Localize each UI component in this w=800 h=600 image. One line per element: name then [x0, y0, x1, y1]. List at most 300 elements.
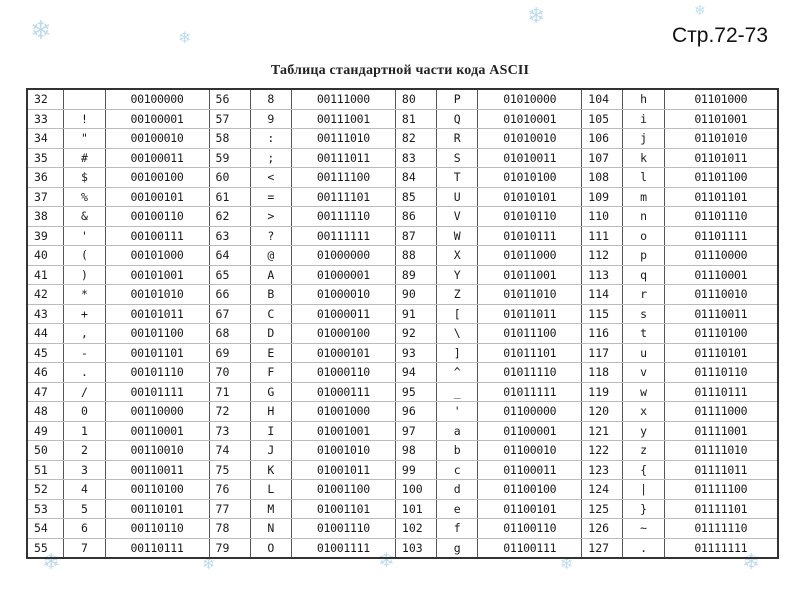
character-cell: #	[64, 148, 105, 168]
character-cell: q	[623, 265, 664, 285]
character-cell: J	[250, 441, 291, 461]
decimal-code-cell: 59	[209, 148, 250, 168]
binary-code-cell: 01100101	[478, 499, 582, 519]
decimal-code-cell: 84	[395, 168, 436, 188]
binary-code-cell: 01000001	[291, 265, 395, 285]
decimal-code-cell: 82	[395, 129, 436, 149]
decimal-code-cell: 49	[27, 421, 64, 441]
decimal-code-cell: 87	[395, 226, 436, 246]
decimal-code-cell: 79	[209, 538, 250, 558]
character-cell: k	[623, 148, 664, 168]
snowflake-icon: ❄	[30, 16, 52, 46]
binary-code-cell: 01110111	[664, 382, 778, 402]
table-row	[27, 207, 778, 227]
binary-code-cell: 01001111	[291, 538, 395, 558]
table-row	[27, 363, 778, 383]
binary-code-cell: 01110110	[664, 363, 778, 383]
character-cell: z	[623, 441, 664, 461]
binary-code-cell: 00110111	[105, 538, 209, 558]
character-cell: H	[250, 402, 291, 422]
decimal-code-cell: 71	[209, 382, 250, 402]
character-cell: 7	[64, 538, 105, 558]
table-row	[27, 480, 778, 500]
table-title: Таблица стандартной части кода ASCII	[270, 63, 530, 78]
character-cell: .	[623, 538, 664, 558]
binary-code-cell: 01000000	[291, 246, 395, 266]
binary-code-cell: 00101111	[105, 382, 209, 402]
decimal-code-cell: 41	[27, 265, 64, 285]
decimal-code-cell: 91	[395, 304, 436, 324]
decimal-code-cell: 80	[395, 89, 436, 109]
decimal-code-cell: 40	[27, 246, 64, 266]
decimal-code-cell: 103	[395, 538, 436, 558]
table-row	[27, 519, 778, 539]
decimal-code-cell: 33	[27, 109, 64, 129]
snowflake-icon: ❄	[378, 548, 395, 572]
decimal-code-cell: 75	[209, 460, 250, 480]
binary-code-cell: 00100000	[105, 89, 209, 109]
binary-code-cell: 00111011	[291, 148, 395, 168]
character-cell: I	[250, 421, 291, 441]
decimal-code-cell: 126	[582, 519, 623, 539]
character-cell: >	[250, 207, 291, 227]
decimal-code-cell: 85	[395, 187, 436, 207]
table-row	[27, 129, 778, 149]
decimal-code-cell: 111	[582, 226, 623, 246]
decimal-code-cell: 102	[395, 519, 436, 539]
character-cell: 5	[64, 499, 105, 519]
decimal-code-cell: 119	[582, 382, 623, 402]
character-cell: <	[250, 168, 291, 188]
character-cell: !	[64, 109, 105, 129]
character-cell: ]	[437, 343, 478, 363]
decimal-code-cell: 64	[209, 246, 250, 266]
decimal-code-cell: 117	[582, 343, 623, 363]
binary-code-cell: 01001001	[291, 421, 395, 441]
character-cell: w	[623, 382, 664, 402]
character-cell: a	[437, 421, 478, 441]
binary-code-cell: 00100010	[105, 129, 209, 149]
character-cell: g	[437, 538, 478, 558]
character-cell: G	[250, 382, 291, 402]
character-cell: e	[437, 499, 478, 519]
character-cell: r	[623, 285, 664, 305]
character-cell: s	[623, 304, 664, 324]
decimal-code-cell: 107	[582, 148, 623, 168]
decimal-code-cell: 113	[582, 265, 623, 285]
decimal-code-cell: 70	[209, 363, 250, 383]
binary-code-cell: 01000100	[291, 324, 395, 344]
binary-code-cell: 00111110	[291, 207, 395, 227]
binary-code-cell: 01000111	[291, 382, 395, 402]
binary-code-cell: 01010011	[478, 148, 582, 168]
character-cell: K	[250, 460, 291, 480]
table-row	[27, 499, 778, 519]
character-cell: F	[250, 363, 291, 383]
binary-code-cell: 01110010	[664, 285, 778, 305]
decimal-code-cell: 104	[582, 89, 623, 109]
decimal-code-cell: 112	[582, 246, 623, 266]
table-row	[27, 324, 778, 344]
decimal-code-cell: 121	[582, 421, 623, 441]
binary-code-cell: 01101110	[664, 207, 778, 227]
binary-code-cell: 01111000	[664, 402, 778, 422]
decimal-code-cell: 106	[582, 129, 623, 149]
decimal-code-cell: 98	[395, 441, 436, 461]
character-cell: m	[623, 187, 664, 207]
decimal-code-cell: 73	[209, 421, 250, 441]
character-cell: $	[64, 168, 105, 188]
decimal-code-cell: 109	[582, 187, 623, 207]
character-cell: x	[623, 402, 664, 422]
character-cell: h	[623, 89, 664, 109]
decimal-code-cell: 127	[582, 538, 623, 558]
decimal-code-cell: 125	[582, 499, 623, 519]
decimal-code-cell: 76	[209, 480, 250, 500]
decimal-code-cell: 57	[209, 109, 250, 129]
binary-code-cell: 00111000	[291, 89, 395, 109]
character-cell: .	[64, 363, 105, 383]
binary-code-cell: 00100110	[105, 207, 209, 227]
binary-code-cell: 01101101	[664, 187, 778, 207]
decimal-code-cell: 35	[27, 148, 64, 168]
character-cell: ,	[64, 324, 105, 344]
binary-code-cell: 00100011	[105, 148, 209, 168]
character-cell: +	[64, 304, 105, 324]
character-cell: p	[623, 246, 664, 266]
binary-code-cell: 00101001	[105, 265, 209, 285]
character-cell: Y	[437, 265, 478, 285]
character-cell: %	[64, 187, 105, 207]
decimal-code-cell: 56	[209, 89, 250, 109]
decimal-code-cell: 110	[582, 207, 623, 227]
decimal-code-cell: 65	[209, 265, 250, 285]
character-cell: i	[623, 109, 664, 129]
decimal-code-cell: 74	[209, 441, 250, 461]
character-cell: Q	[437, 109, 478, 129]
character-cell: 8	[250, 89, 291, 109]
decimal-code-cell: 88	[395, 246, 436, 266]
decimal-code-cell: 51	[27, 460, 64, 480]
character-cell: )	[64, 265, 105, 285]
decimal-code-cell: 108	[582, 168, 623, 188]
character-cell: ~	[623, 519, 664, 539]
decimal-code-cell: 124	[582, 480, 623, 500]
binary-code-cell: 01010111	[478, 226, 582, 246]
decimal-code-cell: 38	[27, 207, 64, 227]
decimal-code-cell: 55	[27, 538, 64, 558]
character-cell: ;	[250, 148, 291, 168]
decimal-code-cell: 118	[582, 363, 623, 383]
character-cell: '	[437, 402, 478, 422]
decimal-code-cell: 54	[27, 519, 64, 539]
decimal-code-cell: 36	[27, 168, 64, 188]
decimal-code-cell: 72	[209, 402, 250, 422]
binary-code-cell: 01111110	[664, 519, 778, 539]
snowflake-icon: ❄	[202, 554, 216, 573]
decimal-code-cell: 122	[582, 441, 623, 461]
character-cell: y	[623, 421, 664, 441]
binary-code-cell: 01001101	[291, 499, 395, 519]
binary-code-cell: 01000101	[291, 343, 395, 363]
decimal-code-cell: 67	[209, 304, 250, 324]
binary-code-cell: 01011001	[478, 265, 582, 285]
binary-code-cell: 00100001	[105, 109, 209, 129]
table-row	[27, 109, 778, 129]
binary-code-cell: 01010001	[478, 109, 582, 129]
character-cell: l	[623, 168, 664, 188]
character-cell: O	[250, 538, 291, 558]
decimal-code-cell: 92	[395, 324, 436, 344]
character-cell: 4	[64, 480, 105, 500]
binary-code-cell: 01110101	[664, 343, 778, 363]
binary-code-cell: 01101000	[664, 89, 778, 109]
decimal-code-cell: 53	[27, 499, 64, 519]
binary-code-cell: 01010010	[478, 129, 582, 149]
character-cell: D	[250, 324, 291, 344]
binary-code-cell: 00111101	[291, 187, 395, 207]
character-cell: W	[437, 226, 478, 246]
character-cell: -	[64, 343, 105, 363]
decimal-code-cell: 46	[27, 363, 64, 383]
binary-code-cell: 01110001	[664, 265, 778, 285]
decimal-code-cell: 43	[27, 304, 64, 324]
decimal-code-cell: 39	[27, 226, 64, 246]
binary-code-cell: 01101001	[664, 109, 778, 129]
binary-code-cell: 01101010	[664, 129, 778, 149]
decimal-code-cell: 95	[395, 382, 436, 402]
table-row	[27, 382, 778, 402]
binary-code-cell: 01000011	[291, 304, 395, 324]
character-cell: U	[437, 187, 478, 207]
character-cell: }	[623, 499, 664, 519]
decimal-code-cell: 97	[395, 421, 436, 441]
table-row	[27, 265, 778, 285]
decimal-code-cell: 78	[209, 519, 250, 539]
binary-code-cell: 01001011	[291, 460, 395, 480]
character-cell: u	[623, 343, 664, 363]
binary-code-cell: 00110100	[105, 480, 209, 500]
character-cell: _	[437, 382, 478, 402]
table-row	[27, 538, 778, 558]
character-cell: 2	[64, 441, 105, 461]
decimal-code-cell: 83	[395, 148, 436, 168]
snowflake-icon: ❄	[527, 4, 546, 29]
decimal-code-cell: 81	[395, 109, 436, 129]
decimal-code-cell: 123	[582, 460, 623, 480]
binary-code-cell: 00101110	[105, 363, 209, 383]
decimal-code-cell: 90	[395, 285, 436, 305]
table-row	[27, 246, 778, 266]
binary-code-cell: 01011100	[478, 324, 582, 344]
decimal-code-cell: 89	[395, 265, 436, 285]
character-cell: C	[250, 304, 291, 324]
binary-code-cell: 01101111	[664, 226, 778, 246]
decimal-code-cell: 63	[209, 226, 250, 246]
ascii-table	[26, 88, 779, 559]
binary-code-cell: 01110011	[664, 304, 778, 324]
binary-code-cell: 00111111	[291, 226, 395, 246]
table-row	[27, 168, 778, 188]
binary-code-cell: 01011110	[478, 363, 582, 383]
binary-code-cell: 00101101	[105, 343, 209, 363]
binary-code-cell: 00100101	[105, 187, 209, 207]
ascii-table-body	[27, 89, 778, 558]
decimal-code-cell: 77	[209, 499, 250, 519]
decimal-code-cell: 44	[27, 324, 64, 344]
binary-code-cell: 01100000	[478, 402, 582, 422]
binary-code-cell: 01111111	[664, 538, 778, 558]
character-cell: 9	[250, 109, 291, 129]
table-row	[27, 343, 778, 363]
decimal-code-cell: 93	[395, 343, 436, 363]
character-cell: 1	[64, 421, 105, 441]
character-cell: c	[437, 460, 478, 480]
page-reference: Стр.72-73	[672, 24, 769, 47]
character-cell: '	[64, 226, 105, 246]
character-cell: /	[64, 382, 105, 402]
snowflake-icon: ❄	[694, 3, 706, 19]
decimal-code-cell: 94	[395, 363, 436, 383]
table-row	[27, 285, 778, 305]
decimal-code-cell: 52	[27, 480, 64, 500]
binary-code-cell: 01101100	[664, 168, 778, 188]
character-cell: V	[437, 207, 478, 227]
character-cell: {	[623, 460, 664, 480]
binary-code-cell: 01101011	[664, 148, 778, 168]
decimal-code-cell: 116	[582, 324, 623, 344]
character-cell: R	[437, 129, 478, 149]
decimal-code-cell: 101	[395, 499, 436, 519]
decimal-code-cell: 69	[209, 343, 250, 363]
character-cell: E	[250, 343, 291, 363]
binary-code-cell: 01011111	[478, 382, 582, 402]
decimal-code-cell: 48	[27, 402, 64, 422]
decimal-code-cell: 50	[27, 441, 64, 461]
character-cell: v	[623, 363, 664, 383]
table-row	[27, 304, 778, 324]
binary-code-cell: 01100111	[478, 538, 582, 558]
character-cell: T	[437, 168, 478, 188]
binary-code-cell: 00101010	[105, 285, 209, 305]
decimal-code-cell: 42	[27, 285, 64, 305]
binary-code-cell: 01011011	[478, 304, 582, 324]
character-cell: M	[250, 499, 291, 519]
binary-code-cell: 00101000	[105, 246, 209, 266]
decimal-code-cell: 62	[209, 207, 250, 227]
table-row	[27, 441, 778, 461]
character-cell: N	[250, 519, 291, 539]
binary-code-cell: 01111101	[664, 499, 778, 519]
character-cell: @	[250, 246, 291, 266]
binary-code-cell: 01111001	[664, 421, 778, 441]
binary-code-cell: 01001000	[291, 402, 395, 422]
character-cell: S	[437, 148, 478, 168]
character-cell: *	[64, 285, 105, 305]
character-cell: &	[64, 207, 105, 227]
binary-code-cell: 00110011	[105, 460, 209, 480]
character-cell: \	[437, 324, 478, 344]
binary-code-cell: 00110101	[105, 499, 209, 519]
binary-code-cell: 00111100	[291, 168, 395, 188]
character-cell: L	[250, 480, 291, 500]
decimal-code-cell: 45	[27, 343, 64, 363]
binary-code-cell: 00111010	[291, 129, 395, 149]
binary-code-cell: 01010100	[478, 168, 582, 188]
binary-code-cell: 01100011	[478, 460, 582, 480]
character-cell: Z	[437, 285, 478, 305]
binary-code-cell: 01100001	[478, 421, 582, 441]
binary-code-cell: 00101100	[105, 324, 209, 344]
binary-code-cell: 01111100	[664, 480, 778, 500]
binary-code-cell: 01111011	[664, 460, 778, 480]
decimal-code-cell: 114	[582, 285, 623, 305]
character-cell: d	[437, 480, 478, 500]
binary-code-cell: 01111010	[664, 441, 778, 461]
character-cell: A	[250, 265, 291, 285]
table-row	[27, 460, 778, 480]
character-cell: |	[623, 480, 664, 500]
binary-code-cell: 00110001	[105, 421, 209, 441]
character-cell: f	[437, 519, 478, 539]
binary-code-cell: 01010110	[478, 207, 582, 227]
character-cell: 6	[64, 519, 105, 539]
character-cell: :	[250, 129, 291, 149]
decimal-code-cell: 61	[209, 187, 250, 207]
binary-code-cell: 01100110	[478, 519, 582, 539]
binary-code-cell: 00100111	[105, 226, 209, 246]
binary-code-cell: 00111001	[291, 109, 395, 129]
binary-code-cell: 00101011	[105, 304, 209, 324]
character-cell: =	[250, 187, 291, 207]
character-cell	[64, 89, 105, 109]
character-cell: 0	[64, 402, 105, 422]
snowflake-icon: ❄	[742, 550, 761, 575]
decimal-code-cell: 68	[209, 324, 250, 344]
binary-code-cell: 01110100	[664, 324, 778, 344]
decimal-code-cell: 66	[209, 285, 250, 305]
character-cell: (	[64, 246, 105, 266]
snowflake-icon: ❄	[560, 554, 574, 573]
decimal-code-cell: 34	[27, 129, 64, 149]
table-row	[27, 187, 778, 207]
character-cell: "	[64, 129, 105, 149]
snowflake-icon: ❄	[42, 550, 61, 575]
binary-code-cell: 01000010	[291, 285, 395, 305]
binary-code-cell: 01100010	[478, 441, 582, 461]
decimal-code-cell: 105	[582, 109, 623, 129]
character-cell: X	[437, 246, 478, 266]
binary-code-cell: 01011010	[478, 285, 582, 305]
snowflake-icon: ❄	[178, 28, 192, 47]
decimal-code-cell: 58	[209, 129, 250, 149]
decimal-code-cell: 120	[582, 402, 623, 422]
binary-code-cell: 01001110	[291, 519, 395, 539]
binary-code-cell: 01011101	[478, 343, 582, 363]
decimal-code-cell: 47	[27, 382, 64, 402]
table-row	[27, 148, 778, 168]
binary-code-cell: 01001010	[291, 441, 395, 461]
decimal-code-cell: 100	[395, 480, 436, 500]
table-row	[27, 402, 778, 422]
binary-code-cell: 01000110	[291, 363, 395, 383]
character-cell: t	[623, 324, 664, 344]
decimal-code-cell: 37	[27, 187, 64, 207]
decimal-code-cell: 96	[395, 402, 436, 422]
binary-code-cell: 01001100	[291, 480, 395, 500]
character-cell: P	[437, 89, 478, 109]
binary-code-cell: 00110110	[105, 519, 209, 539]
